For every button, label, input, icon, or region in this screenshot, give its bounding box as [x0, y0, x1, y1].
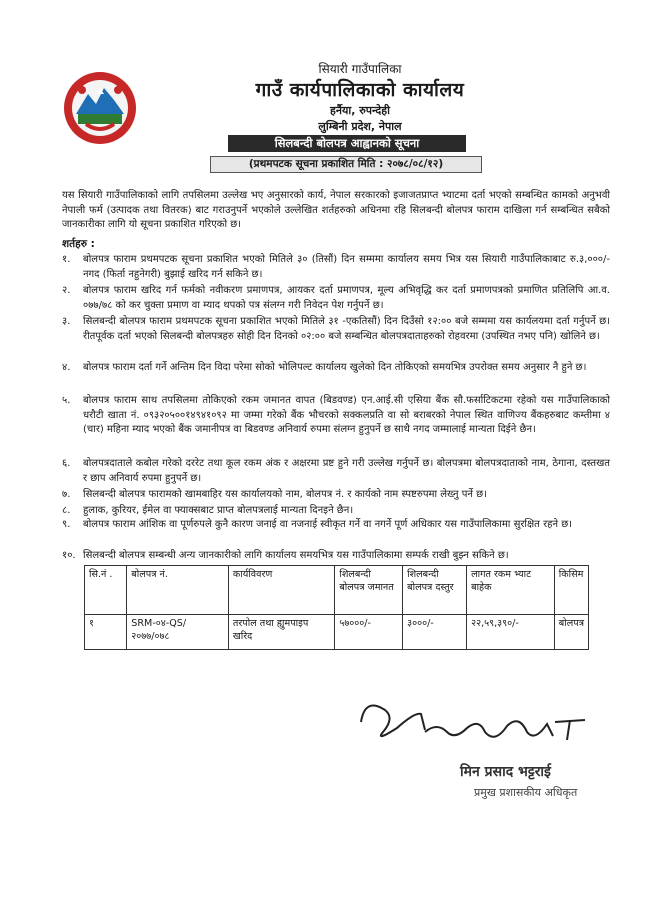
office-title: गाउँ कार्यपालिकाको कार्यालय [255, 79, 465, 101]
tender-table [84, 565, 589, 650]
column-header: बोलपत्र नं. [127, 566, 229, 615]
table-cell: १ [85, 615, 127, 650]
condition-number: ८. [62, 505, 71, 516]
condition-number: ९. [62, 519, 71, 530]
conditions-title: शर्तहरु : [62, 238, 95, 250]
condition-number: ४. [62, 362, 71, 373]
condition-text: सिलबन्दी बोलपत्र सम्बन्धी अन्य जानकारीको लागि कार्यालय समयभित्र यस गाउँपालिकामा सम्पर्क राखी बुझ्न सकिने छ। [83, 550, 509, 561]
column-header: शिलबन्दी बोलपत्र जमानत [335, 566, 403, 615]
condition-number: ६. [62, 458, 71, 469]
notice-title: सिलबन्दी बोलपत्र आह्वानको सूचना [228, 135, 466, 152]
municipality-name: सियारी गाउँपालिका [318, 62, 402, 76]
table-row [85, 615, 589, 650]
condition-text: बोलपत्र फाराम साथ तपसिलमा तोकिएको रकम जमानत वापत (बिडवण्ड) एन.आई.सी एसिया बैंक सौ.फर्साटिकटमा रहेको यस गाउँपालिकाको धरौटी खाता नं. ०९३२०५००१४९४१०९२ मा जम्मा गरेको बैंक भौचरको सक्कलप्रति वा सो बराबरको नेपाल स्थित वाणिज्य बैंकहरुबाट कम्तीमा ४ (चार) महिना म्याद भएको बैंक जमानीपत्र वा बिडवण्ड अनिवार्य रुपमा संलग्न हुनुपर्ने छ साथै नगद जम्मालाई मान्यता दिईने छैन। [83, 395, 610, 436]
table-cell: SRM-०४-QS/२०७७/०७८ [127, 615, 229, 650]
condition-text: बोलपत्र फाराम दर्ता गर्ने अन्तिम दिन विदा परेमा सोको भोलिपल्ट कार्यालय खुलेको दिन तोकिएको समयभित्र उपरोक्त समय अनुसार नै हुने छ। [83, 362, 587, 373]
table-header-row [85, 566, 589, 615]
address-line-2: लुम्बिनी प्रदेश, नेपाल [318, 120, 402, 133]
publish-date: (प्रथमपटक सूचना प्रकाशित मिति : २०७८/०८/१२) [210, 156, 482, 173]
handwritten-signature [355, 692, 605, 762]
table-cell: ५७०००/- [335, 615, 403, 650]
column-header: लागत रकम भ्याट बाहेक [467, 566, 555, 615]
table-cell: ३०००/- [403, 615, 467, 650]
condition-text: बोलपत्र फाराम प्रथमपटक सूचना प्रकाशित भएको मितिले ३० (तिसौं) दिन सम्ममा कार्यालय समय भित्र यस सियारी गाउँपालिकाबाट रु.३,०००/- नगद (फिर्ता नहुनेगरी) बुझाई खरिद गर्न सकिने छ। [83, 254, 610, 280]
address-line-1: हर्नैया, रुपन्देही [330, 104, 390, 117]
intro-paragraph: यस सियारी गाउँपालिकाको लागि तपसिलमा उल्लेख भए अनुसारको कार्य, नेपाल सरकारको इजाजतप्राप्त भ्याटमा दर्ता भएको सम्बन्धित कामको अनुभवी नेपाली फर्म (उत्पादक तथा वितरक) बाट गराउनुपर्ने भएकोले उल्लेखित शर्तहरुको अधिनमा रहि सिलबन्दी बोलपत्र फाराम दाखिला गर्न सम्बन्धित सबैको जानकारीका लागि यो सूचना प्रकाशित गरिएको छ। [62, 190, 610, 231]
condition-number: ५. [62, 395, 71, 406]
condition-number: २. [62, 285, 71, 296]
signatory-name: मिन प्रसाद भट्टराई [460, 764, 551, 780]
condition-text: बोलपत्र फाराम खरिद गर्न फर्मको नवीकरण प्रमाणपत्र, आयकर दर्ता प्रमाणपत्र, मूल्य अभिवृद्धि कर दर्ता प्रमाणपत्रको प्रमाणित प्रतिलिपि आ.व. ०७७/७८ को कर चुक्ता प्रमाण वा म्याद थपको पत्र संलग्न गरी निवेदन पेश गर्नुपर्ने छ। [83, 285, 610, 311]
condition-number: ७. [62, 489, 71, 500]
column-header: किसिम [554, 566, 588, 615]
signatory-title: प्रमुख प्रशासकीय अधिकृत [474, 786, 578, 799]
table-cell: तरपोल तथा ह्युमपाइप खरिद [228, 615, 334, 650]
column-header: कार्यविवरण [228, 566, 334, 615]
column-header: शिलबन्दी बोलपत्र दस्तुर [403, 566, 467, 615]
table-cell: २२,५९,३९०/- [467, 615, 555, 650]
condition-number: १. [62, 254, 71, 265]
condition-number: १०. [62, 550, 76, 561]
condition-text: बोलपत्र फाराम आंशिक वा पूर्णरुपले कुनै कारण जनाई वा नजनाई स्वीकृत गर्ने वा नगर्ने पूर्ण अधिकार यस गाउँपालिकामा सुरक्षित रहने छ। [83, 519, 572, 530]
condition-text: सिलबन्दी बोलपत्र फाराम प्रथमपटक सूचना प्रकाशित भएको मितिले ३१ -एकतिसौं) दिन दिउँसो १२:०० बजे सम्ममा यस कार्यलयमा दर्ता गर्नुपर्ने छ। रीतपूर्वक दर्ता भएको सिलबन्दी बोलपत्रहरु सोही दिन दिनको ०२:०० बजे सम्बन्धित बोलपत्रदाताहरुको रोहवरमा (उपस्थित नभए पनि) खोलिने छ। [83, 316, 610, 342]
condition-text: हुलाक, कुरियर, ईमेल वा फ्याक्सबाट प्राप्त बोलपत्रलाई मान्यता दिनइने छैन। [83, 505, 354, 516]
column-header: सि.नं . [85, 566, 127, 615]
condition-text: सिलबन्दी बोलपत्र फारामको खामबाहिर यस कार्यालयको नाम, बोलपत्र नं. र कार्यको नाम स्पष्टरुपमा लेख्नु पर्ने छ। [83, 489, 487, 500]
table-cell: बोलपत्र [554, 615, 588, 650]
condition-text: बोलपत्रदाताले कबोल गरेको दररेट तथा कूल रकम अंक र अक्षरमा प्रष्ट हुने गरी उल्लेख गर्नुपर्ने छ। बोलपत्रमा बोलपत्रदाताको नाम, ठेगाना, दस्तखत र छाप अनिवार्य रुपमा हुनुपर्ने छ। [83, 458, 610, 484]
condition-number: ३. [62, 316, 71, 327]
nepal-emblem-icon [62, 70, 138, 146]
